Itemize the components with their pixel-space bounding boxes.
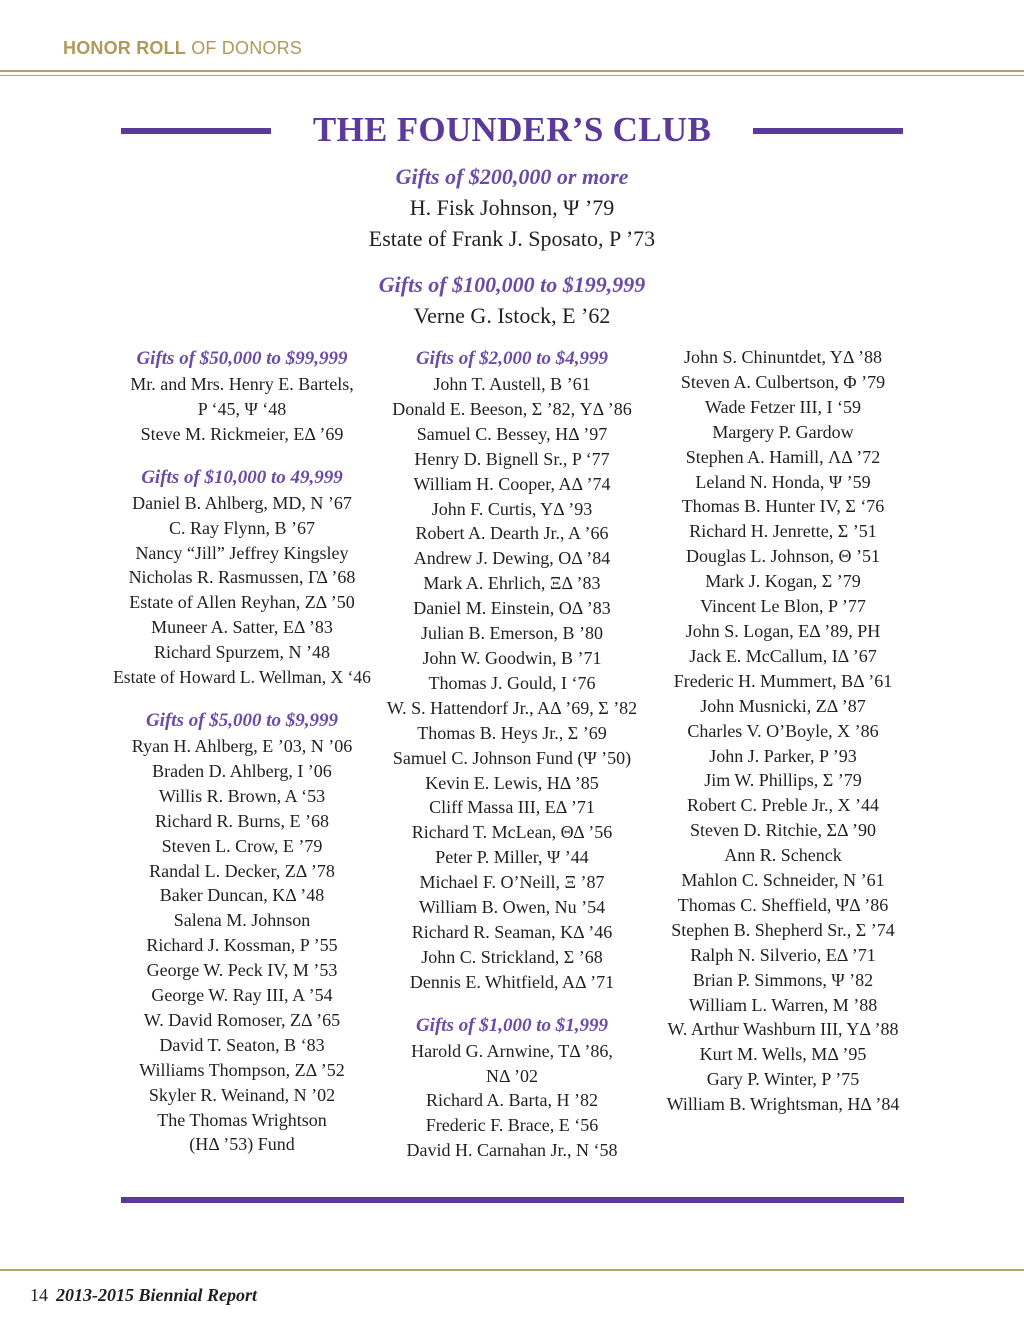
donor-name: Jim W. Phillips, Σ ’79 bbox=[704, 770, 862, 791]
donor-name: John Musnicki, ZΔ ’87 bbox=[700, 695, 866, 716]
donor-name: Richard T. McLean, ΘΔ ’56 bbox=[411, 822, 613, 843]
header-rule-thin bbox=[0, 75, 1024, 76]
donor-name: W. David Romoser, ZΔ ’65 bbox=[143, 1009, 341, 1030]
donor-name: George W. Ray III, A ’54 bbox=[151, 985, 333, 1006]
donor-name: Julian B. Emerson, B ’80 bbox=[421, 623, 603, 644]
donor-name: Andrew J. Dewing, OΔ ’84 bbox=[413, 548, 611, 569]
donor-name: Estate of Howard L. Wellman, X ‘46 bbox=[113, 667, 371, 688]
donor-name: Harold G. Arnwine, TΔ ’86, bbox=[411, 1040, 613, 1061]
donor-name: Muneer A. Satter, EΔ ’83 bbox=[151, 617, 333, 638]
page-title: THE FOUNDER’S CLUB bbox=[312, 110, 712, 149]
donor-name: Nicholas R. Rasmussen, ΓΔ ’68 bbox=[128, 567, 356, 588]
donor-name: Thomas J. Gould, I ‘76 bbox=[428, 672, 596, 693]
donor-name: Michael F. O’Neill, Ξ ’87 bbox=[419, 872, 605, 893]
donor-name: Samuel C. Bessey, HΔ ’97 bbox=[416, 423, 608, 444]
donor-name: Richard A. Barta, H ’82 bbox=[426, 1090, 598, 1111]
donor-name: Gary P. Winter, P ’75 bbox=[706, 1069, 860, 1090]
donor-name: Steve M. Rickmeier, EΔ ’69 bbox=[140, 423, 344, 444]
donor-name: NΔ ’02 bbox=[485, 1065, 539, 1086]
donor-name: John S. Chinuntdet, YΔ ’88 bbox=[684, 347, 882, 367]
donor-name: Dennis E. Whitfield, AΔ ’71 bbox=[409, 971, 615, 992]
donor-column-2 bbox=[382, 345, 642, 1163]
footer-rule bbox=[0, 1269, 1024, 1271]
section-header-bold: HONOR ROLL bbox=[63, 38, 186, 58]
donor-name: P ‘45, Ψ ‘48 bbox=[197, 398, 287, 419]
donor-name: Mr. and Mrs. Henry E. Bartels, bbox=[130, 374, 354, 394]
donor-name: Richard R. Seaman, KΔ ’46 bbox=[411, 921, 613, 942]
report-title: 2013-2015 Biennial Report bbox=[56, 1285, 258, 1305]
donor-name: Skyler R. Weinand, N ’02 bbox=[148, 1084, 336, 1105]
header-rule bbox=[0, 70, 1024, 72]
donor-name: Ryan H. Ahlberg, E ’03, N ’06 bbox=[131, 735, 353, 756]
donor-name: Robert C. Preble Jr., X ’44 bbox=[687, 795, 879, 816]
donor-name: Charles V. O’Boyle, X ’86 bbox=[687, 720, 879, 741]
donor-name: Ann R. Schenck bbox=[724, 845, 842, 866]
donor-name: Margery P. Gardow bbox=[712, 421, 854, 442]
donor-name: Henry D. Bignell Sr., P ‘77 bbox=[414, 448, 610, 469]
donor-name: H. Fisk Johnson, Ψ ’79 bbox=[409, 195, 615, 220]
section-header-rest: OF DONORS bbox=[186, 38, 303, 58]
donor-name: Thomas B. Hunter IV, Σ ‘76 bbox=[681, 496, 885, 517]
donor-name: C. Ray Flynn, B ’67 bbox=[168, 517, 315, 538]
top-tier-1 bbox=[0, 162, 1024, 254]
donor-name: David H. Carnahan Jr., N ‘58 bbox=[406, 1140, 618, 1161]
donor-name: William B. Owen, Nu ’54 bbox=[418, 897, 606, 918]
donor-name: John F. Curtis, YΔ ’93 bbox=[431, 498, 593, 519]
donor-name: William B. Wrightsman, HΔ ’84 bbox=[666, 1094, 900, 1115]
donor-name: Richard J. Kossman, P ’55 bbox=[146, 935, 338, 956]
donor-name: Vincent Le Blon, P ’77 bbox=[700, 596, 866, 617]
donor-name: Brian P. Simmons, Ψ ’82 bbox=[692, 969, 874, 990]
donor-name: Leland N. Honda, Ψ ’59 bbox=[695, 471, 871, 492]
donor-name: John C. Strickland, Σ ’68 bbox=[421, 946, 603, 967]
donor-name: Ralph N. Silverio, EΔ ’71 bbox=[690, 944, 876, 965]
donor-name: Richard R. Burns, E ’68 bbox=[155, 810, 329, 831]
donor-name: Frederic F. Brace, E ‘56 bbox=[425, 1115, 599, 1136]
donor-name: Williams Thompson, ZΔ ’52 bbox=[139, 1059, 345, 1080]
donor-name: Randal L. Decker, ZΔ ’78 bbox=[149, 860, 335, 881]
tier-heading: Gifts of $100,000 to $199,999 bbox=[378, 272, 646, 297]
tier-heading: Gifts of $200,000 or more bbox=[395, 164, 629, 189]
tier-heading: Gifts of $5,000 to $9,999 bbox=[145, 709, 339, 731]
donor-name: Willis R. Brown, A ‘53 bbox=[158, 785, 326, 806]
donor-name: Thomas C. Sheffield, ΨΔ ’86 bbox=[677, 894, 889, 915]
donor-name: Nancy “Jill” Jeffrey Kingsley bbox=[135, 542, 349, 563]
donor-name: Wade Fetzer III, I ‘59 bbox=[705, 396, 861, 417]
donor-name: Stephen A. Hamill, ΛΔ ’72 bbox=[685, 446, 881, 467]
donor-name: Thomas B. Heys Jr., Σ ’69 bbox=[417, 722, 607, 743]
donor-name: Richard Spurzem, N ’48 bbox=[154, 642, 330, 663]
donor-name: Robert A. Dearth Jr., A ’66 bbox=[415, 523, 609, 544]
tier-heading: Gifts of $2,000 to $4,999 bbox=[415, 348, 609, 369]
donor-name: Salena M. Johnson bbox=[173, 910, 311, 931]
donor-name: William L. Warren, M ’88 bbox=[688, 994, 878, 1015]
donor-name: Stephen B. Shepherd Sr., Σ ’74 bbox=[671, 919, 895, 940]
donor-name: Mark A. Ehrlich, ΞΔ ’83 bbox=[423, 573, 601, 594]
tier-heading: Gifts of $1,000 to $1,999 bbox=[415, 1014, 609, 1036]
donor-name: Samuel C. Johnson Fund (Ψ ’50) bbox=[392, 747, 632, 768]
tier-heading: Gifts of $50,000 to $99,999 bbox=[136, 348, 348, 369]
donor-name: George W. Peck IV, M ’53 bbox=[146, 960, 338, 981]
section-header bbox=[63, 38, 302, 59]
donor-name: The Thomas Wrightson bbox=[157, 1109, 327, 1130]
top-tier-2 bbox=[0, 270, 1024, 331]
donor-name: Estate of Frank J. Sposato, P ’73 bbox=[368, 226, 656, 251]
donor-name: Steven D. Ritchie, ΣΔ ’90 bbox=[689, 820, 877, 841]
donor-name: Daniel M. Einstein, OΔ ’83 bbox=[413, 598, 611, 619]
donor-name: Steven L. Crow, E ’79 bbox=[161, 835, 323, 856]
donor-name: Braden D. Ahlberg, I ’06 bbox=[152, 760, 332, 781]
donor-name: Cliff Massa III, EΔ ’71 bbox=[429, 797, 595, 818]
donor-name: Mark J. Kogan, Σ ’79 bbox=[705, 571, 861, 592]
donor-name: Richard H. Jenrette, Σ ’51 bbox=[689, 521, 877, 542]
donor-column-1 bbox=[112, 345, 372, 1157]
donor-name: Baker Duncan, KΔ ’48 bbox=[159, 885, 325, 906]
donor-name: Steven A. Culbertson, Φ ’79 bbox=[680, 371, 886, 392]
donor-name: Estate of Allen Reyhan, ZΔ ’50 bbox=[129, 592, 355, 613]
donor-name: Kevin E. Lewis, HΔ ’85 bbox=[425, 772, 599, 793]
tier-spacer bbox=[112, 447, 372, 464]
tier-spacer bbox=[112, 690, 372, 707]
donor-name: John S. Logan, EΔ ’89, PH bbox=[685, 620, 881, 641]
donor-name: Mahlon C. Schneider, N ’61 bbox=[681, 870, 885, 891]
donor-name: Douglas L. Johnson, Θ ’51 bbox=[686, 546, 880, 567]
page-number: 14 bbox=[30, 1285, 48, 1305]
donor-name: David T. Seaton, B ‘83 bbox=[159, 1034, 325, 1055]
donor-name: Peter P. Miller, Ψ ’44 bbox=[435, 847, 589, 868]
donor-name: Kurt M. Wells, MΔ ’95 bbox=[699, 1044, 867, 1065]
donor-name: John T. Austell, B ’61 bbox=[433, 374, 591, 394]
donor-column-3 bbox=[652, 345, 914, 1117]
donor-name: Verne G. Istock, E ’62 bbox=[413, 303, 611, 328]
donor-name: W. S. Hattendorf Jr., AΔ ’69, Σ ’82 bbox=[386, 697, 638, 718]
donor-name: Daniel B. Ahlberg, MD, N ’67 bbox=[132, 492, 352, 513]
donor-name: John W. Goodwin, B ’71 bbox=[422, 647, 602, 668]
donor-name: John J. Parker, P ’93 bbox=[709, 745, 857, 766]
bottom-bar bbox=[121, 1197, 904, 1203]
donor-name: (HΔ ’53) Fund bbox=[189, 1134, 295, 1155]
donor-name: William H. Cooper, AΔ ’74 bbox=[413, 473, 611, 494]
tier-spacer bbox=[382, 995, 642, 1012]
tier-heading: Gifts of $10,000 to 49,999 bbox=[141, 466, 343, 488]
page-footer bbox=[30, 1285, 257, 1306]
donor-name: Donald E. Beeson, Σ ’82, YΔ ’86 bbox=[392, 398, 632, 419]
donor-name: Frederic H. Mummert, BΔ ’61 bbox=[673, 670, 893, 691]
donor-name: Jack E. McCallum, IΔ ’67 bbox=[689, 645, 877, 666]
donor-name: W. Arthur Washburn III, YΔ ’88 bbox=[667, 1019, 899, 1040]
